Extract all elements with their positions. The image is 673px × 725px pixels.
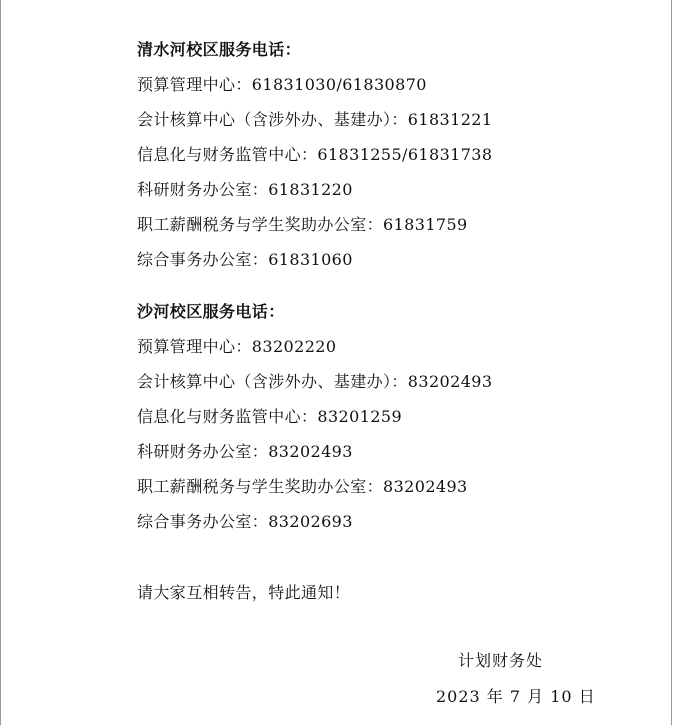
shahe-campus-section (137, 294, 492, 539)
section-heading: 沙河校区服务电话： (137, 302, 285, 321)
signature-department: 计划财务处 (458, 651, 544, 670)
phone-line: 信息化与财务监管中心：83201259 (137, 407, 403, 426)
phone-line: 信息化与财务监管中心：61831255/61831738 (137, 145, 493, 164)
phone-line: 职工薪酬税务与学生奖助办公室：61831759 (137, 215, 468, 234)
phone-line: 科研财务办公室：61831220 (137, 180, 353, 199)
phone-line: 综合事务办公室：83202693 (137, 512, 353, 531)
phone-line: 预算管理中心：83202220 (137, 337, 337, 356)
page-left-border (0, 0, 1, 725)
signature-date: 2023 年 7 月 10 日 (436, 687, 596, 706)
page-right-border (671, 0, 672, 725)
phone-line: 预算管理中心：61831030/61830870 (137, 75, 427, 94)
section-heading: 清水河校区服务电话： (137, 40, 302, 59)
phone-line: 会计核算中心（含涉外办、基建办）：61831221 (137, 110, 493, 129)
phone-line: 综合事务办公室：61831060 (137, 250, 353, 269)
phone-line: 会计核算中心（含涉外办、基建办）：83202493 (137, 372, 493, 391)
notice-section (137, 575, 350, 610)
phone-line: 职工薪酬税务与学生奖助办公室：83202493 (137, 477, 468, 496)
notice-text: 请大家互相转告，特此通知！ (137, 583, 351, 602)
qinghe-campus-section (137, 32, 492, 277)
phone-line: 科研财务办公室：83202493 (137, 442, 353, 461)
